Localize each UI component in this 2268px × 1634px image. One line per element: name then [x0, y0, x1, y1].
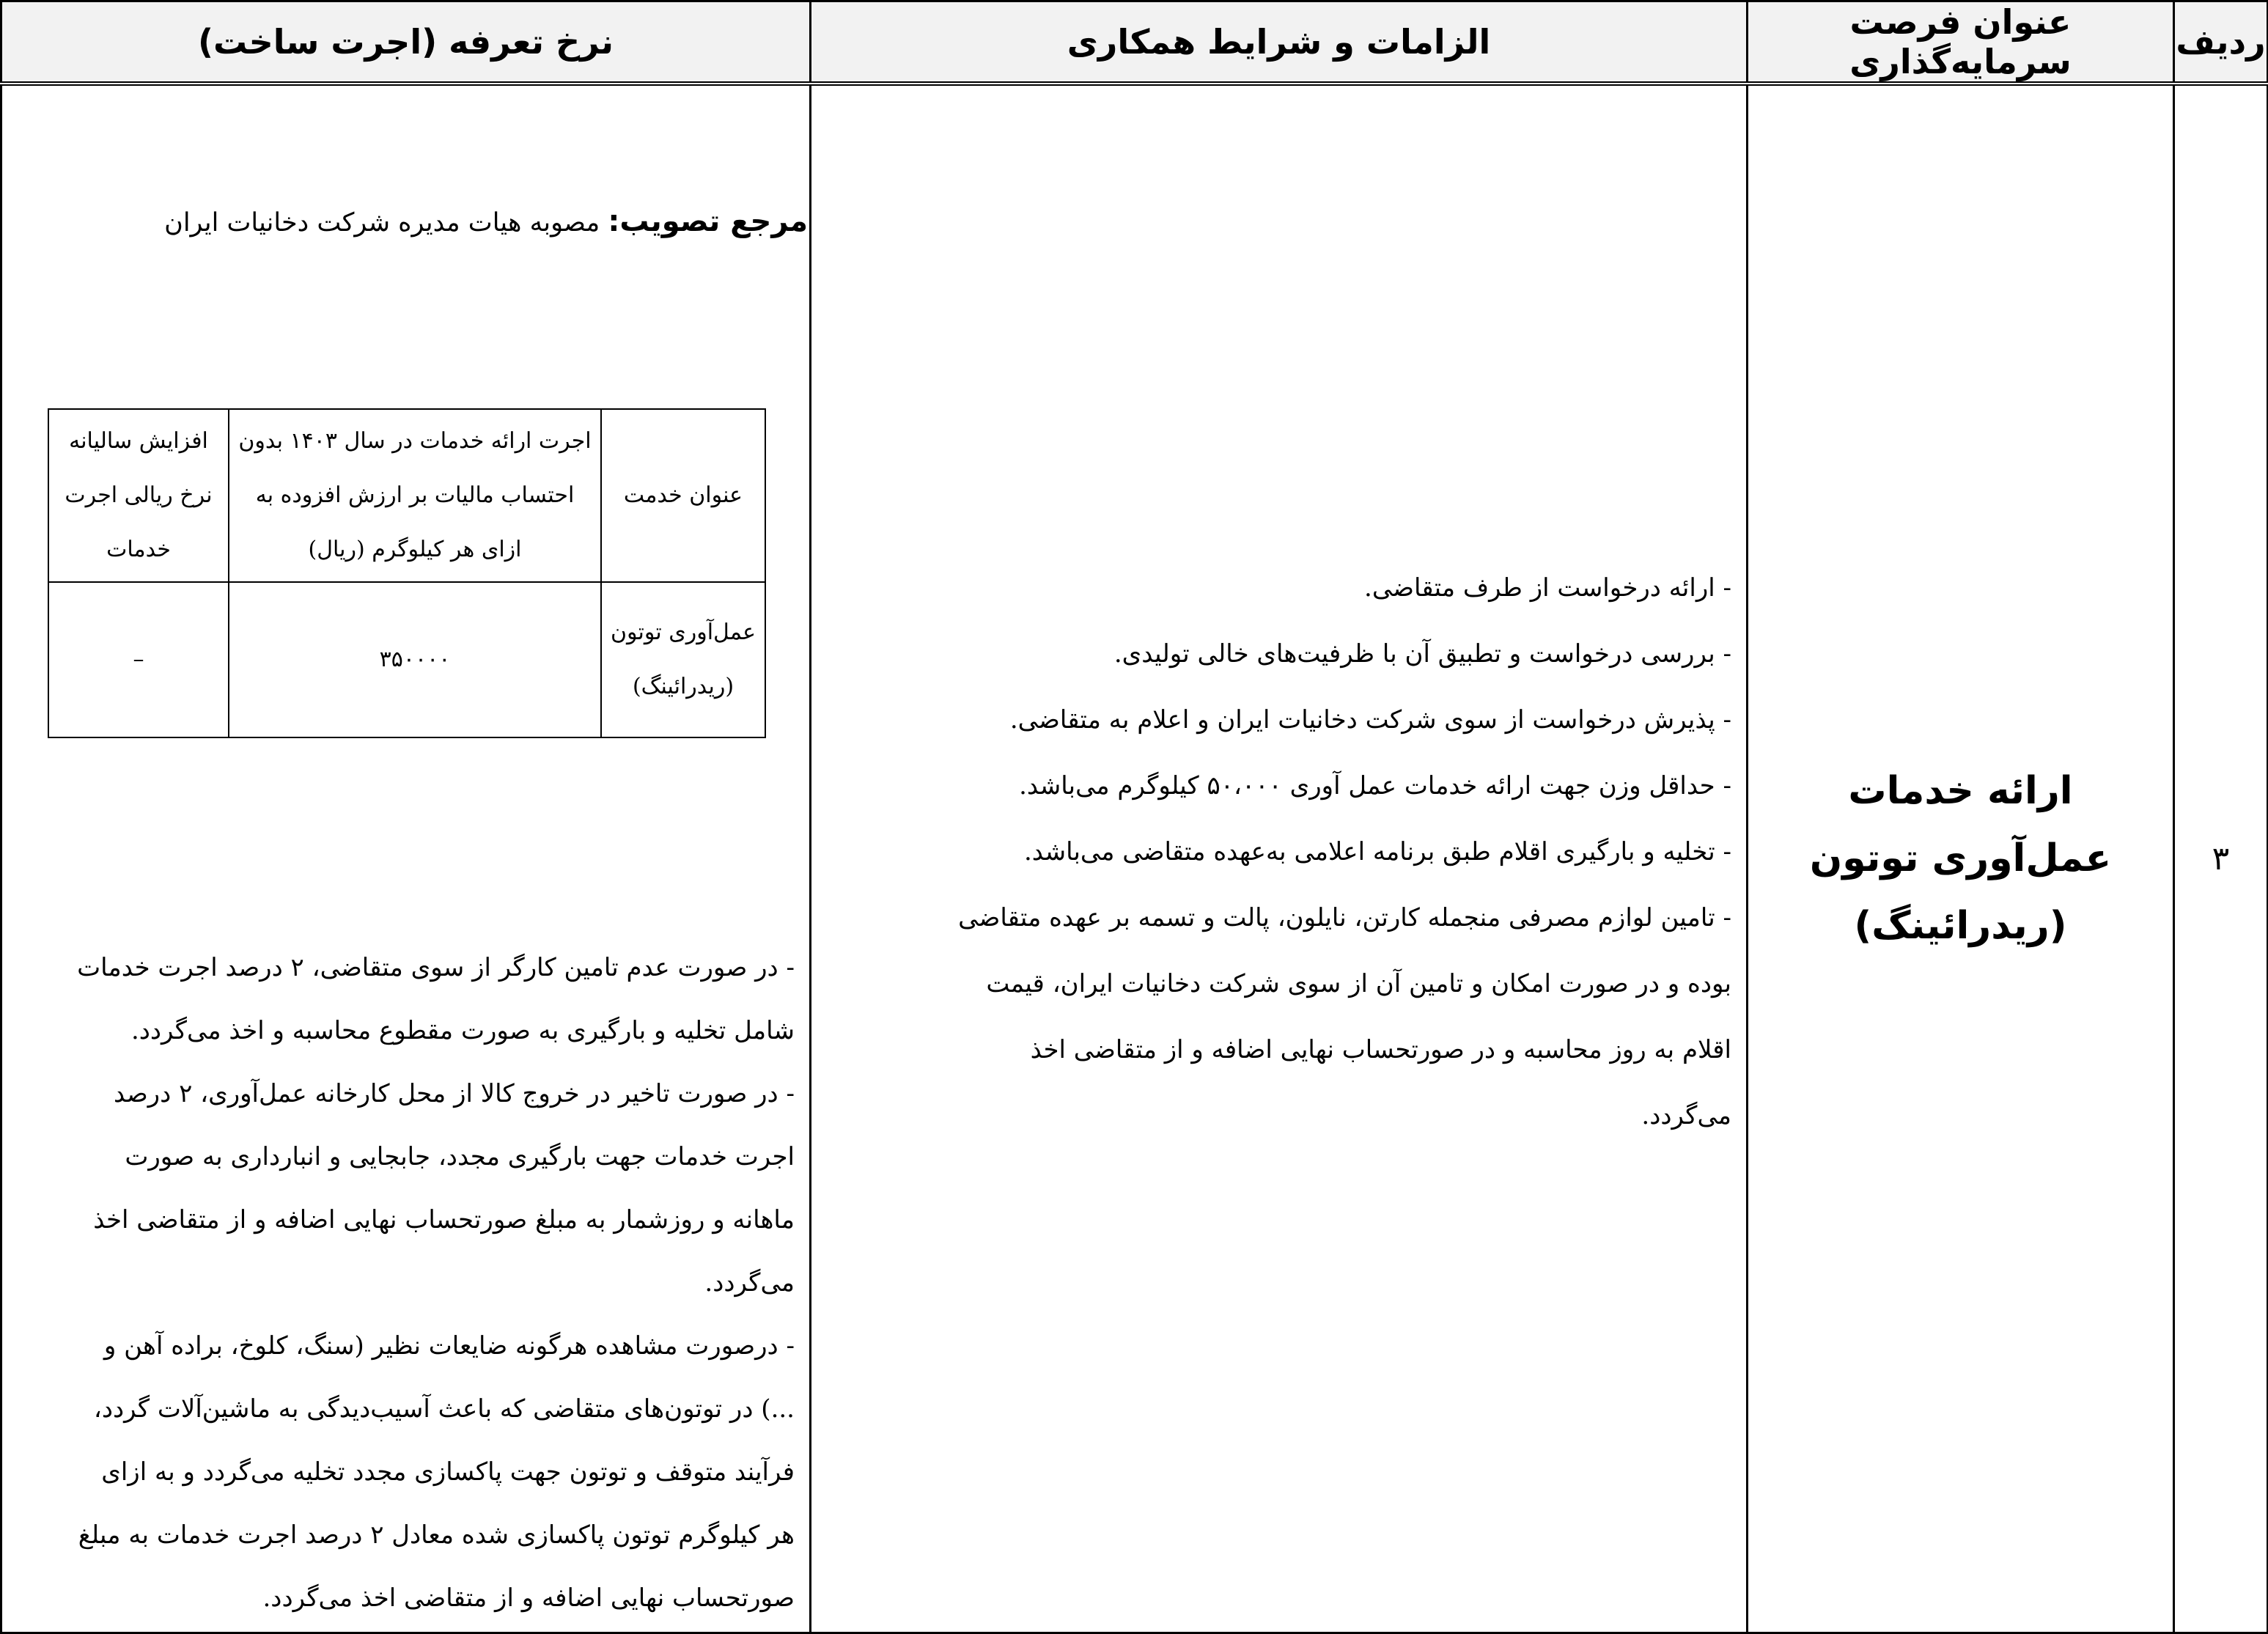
tariff-header-fee: اجرت ارائه خدمات در سال ۱۴۰۳ بدون احتساب مالیات بر ارزش افزوده به ازای هر کیلوگرم (ریال) [229, 409, 601, 582]
requirement-line: بوده و در صورت امکان و تامین آن از سوی شرکت دخانیات ایران، قیمت [986, 969, 1731, 998]
requirement-line: - حداقل وزن جهت ارائه خدمات عمل آوری ۵۰،۰۰۰ کیلوگرم می‌باشد. [1019, 771, 1731, 801]
requirements-list [833, 555, 1731, 1149]
note-line: - در صورت عدم تامین کارگر از سوی متقاضی، ۲ درصد اجرت خدمات [77, 953, 795, 982]
requirement-line: - بررسی درخواست و تطبیق آن با ظرفیت‌های خالی تولیدی. [1113, 639, 1731, 669]
tariff-header-service: عنوان خدمت [601, 409, 765, 582]
opportunity-title [1748, 84, 2174, 1633]
tariff-annual-increase-value: – [48, 582, 229, 737]
tariff-row [48, 582, 765, 737]
requirement-line: اقلام به روز محاسبه و در صورتحساب نهایی اضافه و از متقاضی اخذ [1030, 1035, 1731, 1064]
tariff-header-annual-increase: افزایش سالیانه نرخ ریالی اجرت خدمات [48, 409, 229, 582]
note-line: می‌گردد. [704, 1268, 795, 1298]
header-opportunity-title: عنوان فرصت سرمایه‌گذاری [1748, 1, 2174, 84]
tariff-service-name: عمل‌آوری توتون (ریدرائینگ) [601, 582, 765, 737]
requirement-line: - تامین لوازم مصرفی منجمله کارتن، نایلون، پالت و تسمه بر عهده متقاضی [958, 903, 1731, 932]
note-line: - درصورت مشاهده هرگونه ضایعات نظیر (سنگ، کلوخ، براده آهن و [103, 1331, 795, 1361]
requirement-line: - تخلیه و بارگیری اقلام طبق برنامه اعلامی به‌عهده متقاضی می‌باشد. [1023, 837, 1731, 866]
header-requirements: الزامات و شرایط همکاری [811, 1, 1748, 84]
requirement-line: - ارائه درخواست از طرف متقاضی. [1364, 573, 1731, 603]
requirement-line: می‌گردد. [1641, 1101, 1731, 1130]
note-line: ماهانه و روزشمار به مبلغ صورتحساب نهایی اضافه و از متقاضی اخذ [93, 1205, 795, 1234]
requirements-cell [811, 84, 1748, 1633]
title-line: ارائه خدمات [1848, 769, 2073, 814]
tariff-notes [24, 936, 795, 1630]
tariff-fee-value: ۳۵۰۰۰۰ [229, 582, 601, 737]
tariff-table [48, 408, 766, 738]
note-line: اجرت خدمات جهت بارگیری مجدد، جابجایی و انبارداری به صورت [125, 1142, 795, 1171]
note-line: - در صورت تاخیر در خروج کالا از محل کارخانه عمل‌آوری، ۲ درصد [113, 1079, 795, 1108]
row-number: ۳ [2174, 84, 2268, 1633]
approval-reference [164, 205, 808, 238]
header-tariff-rate: نرخ تعرفه (اجرت ساخت) [1, 1, 811, 84]
tariff-header-row [48, 409, 765, 582]
header-row [1, 1, 2268, 84]
approval-reference-text: مصوبه هیات مدیره شرکت دخانیات ایران [164, 208, 608, 238]
note-line: فرآیند متوقف و توتون جهت پاکسازی مجدد تخلیه می‌گردد و به ازای [101, 1457, 795, 1487]
tariff-rate-cell [1, 84, 811, 1633]
note-line: ...) در توتون‌های متقاضی که باعث آسیب‌دیدگی به ماشین‌آلات گردد، [93, 1394, 795, 1424]
note-line: صورتحساب نهایی اضافه و از متقاضی اخذ می‌گردد. [262, 1583, 795, 1613]
title-line: عمل‌آوری توتون [1809, 836, 2112, 881]
table-row [1, 84, 2268, 1633]
note-line: شامل تخلیه و بارگیری به صورت مقطوع محاسبه و اخذ می‌گردد. [130, 1016, 795, 1045]
requirement-line: - پذیرش درخواست از سوی شرکت دخانیات ایران و اعلام به متقاضی. [1009, 705, 1731, 735]
header-row-number: ردیف [2174, 1, 2268, 84]
note-line: هر کیلوگرم توتون پاکسازی شده معادل ۲ درصد اجرت خدمات به مبلغ [78, 1520, 795, 1550]
approval-reference-label: مرجع تصویب: [608, 205, 808, 238]
title-line: (ریدرائینگ) [1854, 904, 2067, 949]
